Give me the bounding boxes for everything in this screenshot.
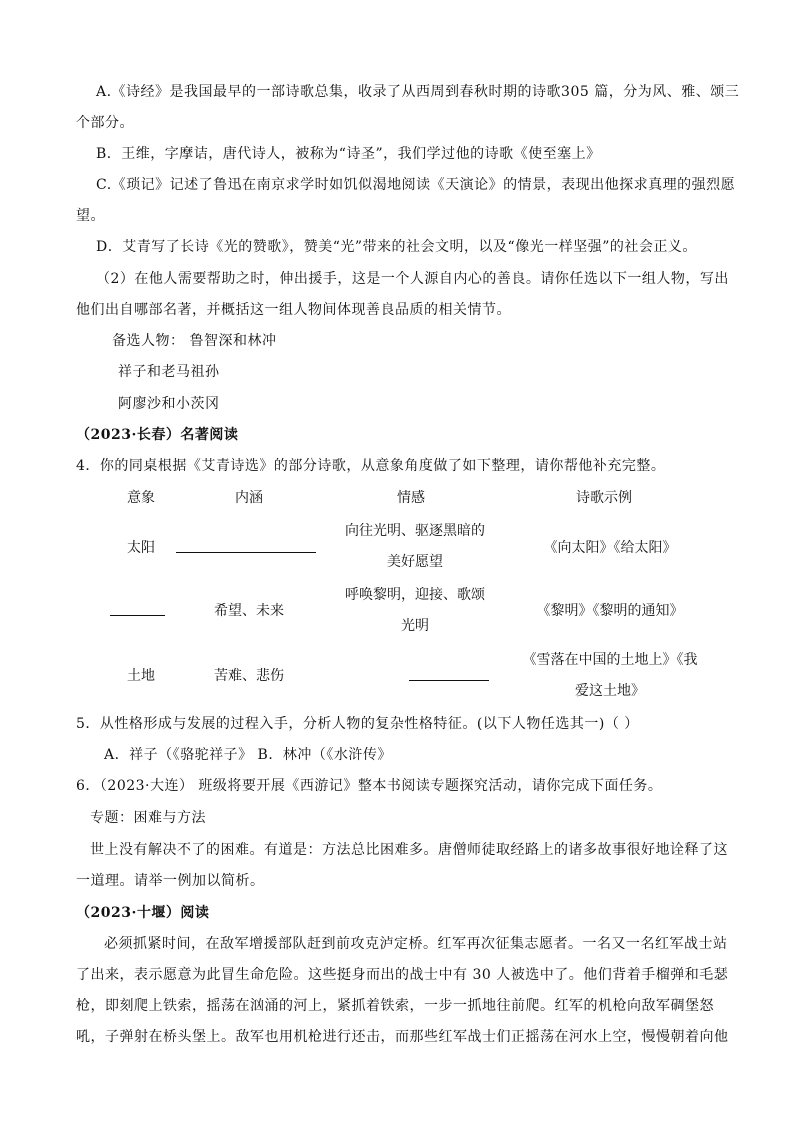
row3-image: 土地 (127, 668, 155, 684)
row2-emotion-line1: 呼唤黎明，迎接、歌颂 (345, 587, 485, 603)
row3-meaning: 苦难、悲伤 (214, 668, 284, 684)
question-4: 4．你的同桌根据《艾青诗选》的部分诗歌，从意象角度做了如下整理，请你帮他补充完整。 (76, 458, 666, 474)
option-c-line1: C.《琐记》记述了鲁迅在南京求学时如饥似渴地阅读《天演论》的情景，表现出他探求真理的强烈愿 (96, 177, 736, 193)
candidate-2: 祥子和老马祖孙 (118, 364, 220, 380)
row2-image-blank[interactable] (110, 615, 165, 616)
question-2-line2: 他们出自哪部名著，并概括这一组人物间体现善良品质的相关情节。 (76, 302, 511, 318)
row3-example-line2: 爱这土地》 (575, 683, 645, 699)
row1-example: 《向太阳》《给太阳》 (543, 540, 677, 556)
question-5: 5．从性格形成与发展的过程入手，分析人物的复杂性格特征。(以下人物任选其一)（ ） (76, 716, 639, 732)
question-6: 6．（2023·大连） 班级将要开展《西游记》整本书阅读专题探究活动，请你完成下面任务。 (76, 778, 663, 794)
row1-emotion-line2: 美好愿望 (387, 554, 443, 570)
row3-emotion-blank[interactable] (409, 680, 489, 681)
question-6-body-line1: 世上没有解决不了的困难。有道是：方法总比困难多。唐僧师徒取经路上的诸多故事很好地诠释了这 (90, 842, 728, 858)
row1-meaning-blank[interactable] (176, 552, 316, 553)
candidate-label: 备选人物： 鲁智深和林冲 (112, 333, 277, 349)
reading-line1: 必须抓紧时间，在敌军增援部队赶到前攻克泸定桥。红军再次征集志愿者。一名又一名红军战士站 (104, 936, 728, 952)
reading-line4: 吼，子弹射在桥头堡上。敌军也用机枪进行还击，而那些红军战士们正摇荡在河水上空，慢慢朝着向他 (76, 1029, 729, 1045)
row3-example-line1: 《雪落在中国的土地上》《我 (522, 652, 698, 668)
option-b: B．王维，字摩诘，唐代诗人，被称为“诗圣”，我们学过他的诗歌《使至塞上》 (96, 146, 601, 162)
table-header-image: 意象 (127, 490, 155, 506)
row2-example: 《黎明》《黎明的通知》 (536, 603, 684, 619)
candidate-3: 阿廖沙和小茨冈 (118, 396, 220, 412)
question-6-body-line2: 一道理。请举一例加以简析。 (76, 873, 265, 889)
table-header-meaning: 内涵 (235, 490, 263, 506)
row1-image: 太阳 (127, 540, 155, 556)
source-changchun: （2023·长春）名著阅读 (76, 427, 239, 443)
table-header-example: 诗歌示例 (576, 490, 632, 506)
row1-emotion-line1: 向往光明、驱逐黑暗的 (345, 523, 485, 539)
option-d: D．艾青写了长诗《光的赞歌》，赞美“光”带来的社会文明，以及“像光一样坚强”的社会正义。 (96, 239, 697, 255)
topic-label: 专题：困难与方法 (90, 810, 206, 826)
option-a-line1: A.《诗经》是我国最早的一部诗歌总集，收录了从西周到春秋时期的诗歌305 篇，分为风、雅、颂三 (96, 84, 740, 100)
source-shiyan: （2023·十堰）阅读 (76, 905, 210, 921)
table-header-emotion: 情感 (397, 490, 425, 506)
reading-line2: 了出来，表示愿意为此冒生命危险。这些挺身而出的战士中有 30 人被选中了。他们背着手榴弹和毛瑟 (76, 967, 729, 983)
question-5-options: A．祥子（《骆驼祥子》 B．林冲（《水浒传》 (104, 747, 392, 763)
reading-line3: 枪，即刻爬上铁索，摇荡在汹涌的河上，紧抓着铁索，一步一抓地往前爬。红军的机枪向敌军碉堡怒 (76, 998, 714, 1014)
question-2-line1: （2）在他人需要帮助之时，伸出援手，这是一个人源自内心的善良。请你任选以下一组人物，写出 (96, 271, 729, 287)
option-c-line2: 望。 (76, 208, 105, 224)
row2-emotion-line2: 光明 (401, 618, 429, 634)
option-a-line2: 个部分。 (76, 115, 134, 131)
row2-meaning: 希望、未来 (214, 603, 284, 619)
